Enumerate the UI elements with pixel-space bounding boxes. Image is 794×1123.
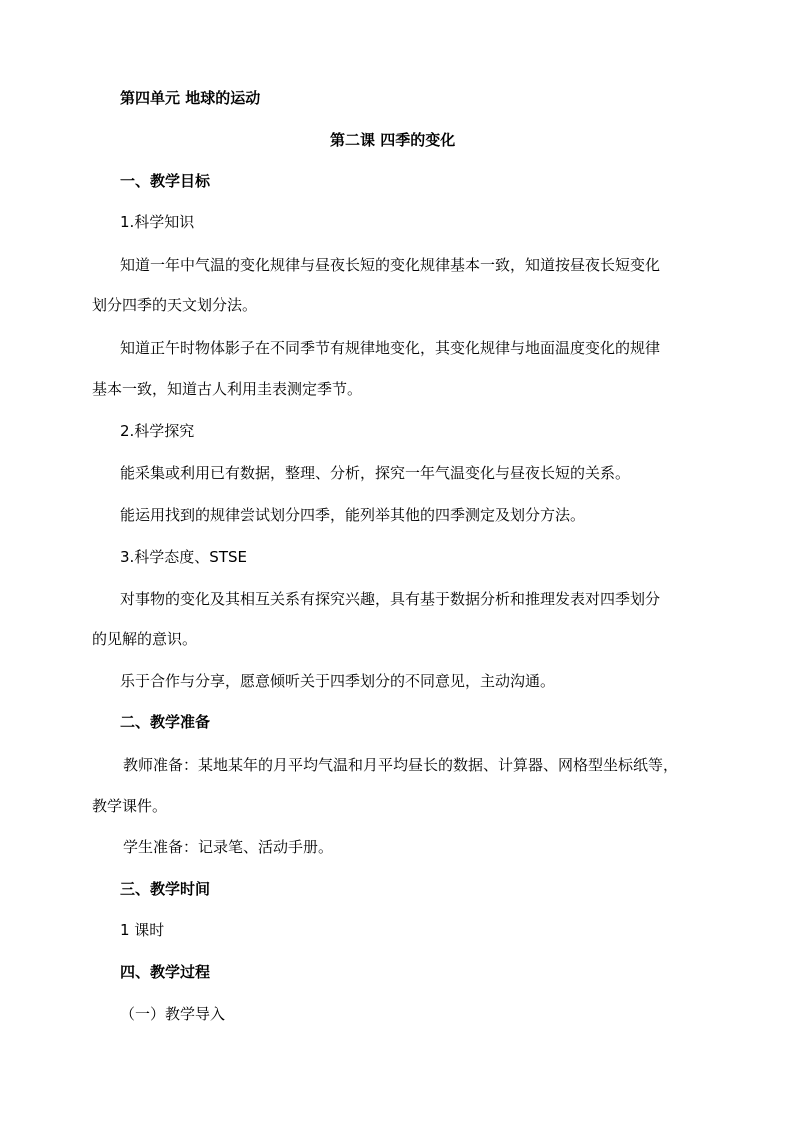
knowledge-heading: 1.科学知识	[120, 213, 195, 231]
prep-student: 学生准备：记录笔、活动手册。	[123, 838, 334, 856]
inquiry-paragraph-1: 能采集或利用已有数据，整理、分析，探究一年气温变化与昼夜长短的关系。	[120, 464, 631, 482]
knowledge-paragraph-2-cont: 基本一致，知道古人利用圭表测定季节。	[92, 380, 363, 398]
prep-heading: 二、教学准备	[120, 713, 211, 731]
prep-teacher: 教师准备：某地某年的月平均气温和月平均昼长的数据、计算器、网格型坐标纸等，	[123, 756, 679, 774]
process-subheading: （一）教学导入	[120, 1005, 226, 1023]
unit-title: 第四单元 地球的运动	[120, 89, 261, 107]
attitude-paragraph-1-cont: 的见解的意识。	[92, 630, 198, 648]
attitude-heading: 3.科学态度、STSE	[120, 548, 247, 566]
prep-teacher-cont: 教学课件。	[92, 797, 168, 815]
knowledge-paragraph-1-cont: 划分四季的天文划分法。	[92, 296, 258, 314]
attitude-paragraph-2: 乐于合作与分享，愿意倾听关于四季划分的不同意见，主动沟通。	[120, 672, 556, 690]
process-heading: 四、教学过程	[120, 963, 211, 981]
time-heading: 三、教学时间	[120, 880, 211, 898]
inquiry-heading: 2.科学探究	[120, 422, 195, 440]
knowledge-paragraph-2: 知道正午时物体影子在不同季节有规律地变化，其变化规律与地面温度变化的规律	[120, 339, 661, 357]
inquiry-paragraph-2: 能运用找到的规律尝试划分四季，能列举其他的四季测定及划分方法。	[120, 506, 586, 524]
lesson-title: 第二课 四季的变化	[330, 131, 456, 149]
attitude-paragraph-1: 对事物的变化及其相互关系有探究兴趣，具有基于数据分析和推理发表对四季划分	[120, 590, 661, 608]
knowledge-paragraph-1: 知道一年中气温的变化规律与昼夜长短的变化规律基本一致，知道按昼夜长短变化	[120, 256, 661, 274]
time-value: 1 课时	[120, 921, 165, 939]
goals-heading: 一、教学目标	[120, 172, 211, 190]
